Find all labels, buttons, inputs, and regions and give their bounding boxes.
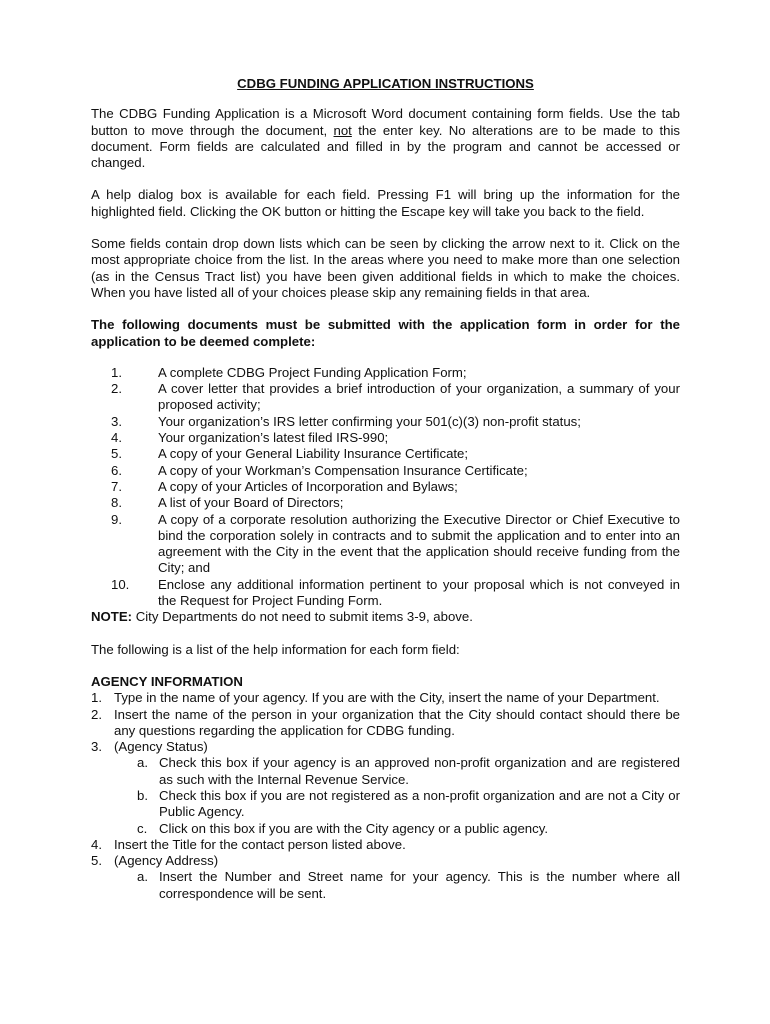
list-item <box>91 739 680 837</box>
required-documents-heading: The following documents must be submitted with the application form in order for the application to be deemed complete: <box>91 317 680 349</box>
sublist-text: Check this box if your agency is an approved non-profit organization and are registered as such with the Internal Revenue Service. <box>159 755 680 787</box>
list-item-number: 2. <box>111 381 122 397</box>
intro-paragraph-2: A help dialog box is available for each field. Pressing F1 will bring up the information for the highlighted field. Clicking the OK button or hitting the Escape key will take you back to the field. <box>91 187 680 219</box>
note-text: City Departments do not need to submit items 3-9, above. <box>135 609 473 625</box>
list-item-text: Insert the name of the person in your organization that the City should contact should there be any questions regarding the application for CDBG funding. <box>114 706 680 738</box>
intro-p1-text-a: The CDBG Funding Application is a Microsoft Word document containing form fields. Use the tab button to move through the document, <box>91 106 680 138</box>
list-item <box>91 690 680 706</box>
list-item <box>91 495 680 511</box>
list-item-number: 9. <box>111 511 122 527</box>
list-item-number: 5. <box>91 853 102 869</box>
list-item-text: A cover letter that provides a brief introduction of your organization, a summary of your proposed activity; <box>158 381 680 413</box>
list-item-text: A copy of your Articles of Incorporation and Bylaws; <box>158 478 458 494</box>
sublist-letter: a. <box>137 755 148 771</box>
list-item-number: 1. <box>91 690 102 706</box>
intro-paragraph-1 <box>91 106 680 171</box>
note-label: NOTE: <box>91 609 133 625</box>
list-item <box>91 446 680 462</box>
list-item <box>91 381 680 414</box>
sublist-text: Check this box if you are not registered as a non-profit organization and are not a City or Public Agency. <box>159 787 680 820</box>
list-item-text: A copy of your General Liability Insurance Certificate; <box>158 446 469 462</box>
agency-status-sublist <box>114 755 680 836</box>
list-item-number: 1. <box>111 364 122 380</box>
agency-fields-list <box>91 690 680 902</box>
intro-p1-emphasis: not <box>333 122 352 138</box>
list-item-text: Your organization’s latest filed IRS-990; <box>158 430 389 446</box>
list-item-number: 4. <box>91 836 102 852</box>
list-item <box>91 853 680 902</box>
intro-paragraph-3: Some fields contain drop down lists which can be seen by clicking the arrow next to it. Click on the most appropriate choice from the list. In the areas where you need to make more than one selection (as in the Census Tract list) you have been given additional fields in which to make the choices. When you have listed all of your choices please skip any remaining fields in that area. <box>91 236 680 300</box>
list-item-text: A copy of a corporate resolution authorizing the Executive Director or Chief Executive to bind the corporation solely in contracts and to submit the application and to enter into an agreement with the City in the event that the application should receive funding from the City; and <box>158 511 680 576</box>
list-item-number: 2. <box>91 706 102 722</box>
sublist-item <box>114 821 680 837</box>
document-page <box>91 76 680 902</box>
help-intro: The following is a list of the help information for each form field: <box>91 641 460 657</box>
sublist-item <box>114 869 680 902</box>
list-item <box>91 577 680 610</box>
list-item-number: 3. <box>91 739 102 755</box>
sublist-text: Click on this box if you are with the City agency or a public agency. <box>159 820 548 836</box>
list-item-number: 4. <box>111 430 122 446</box>
note-paragraph <box>91 609 680 625</box>
list-item-number: 7. <box>111 478 122 494</box>
sublist-item <box>114 755 680 788</box>
list-item <box>91 463 680 479</box>
list-item-text: Enclose any additional information pertinent to your proposal which is not conveyed in the Request for Project Funding Form. <box>158 576 680 609</box>
list-item-body <box>114 853 680 902</box>
list-item <box>91 479 680 495</box>
list-item-text: Type in the name of your agency. If you are with the City, insert the name of your Department. <box>114 690 660 706</box>
list-item-text: A complete CDBG Project Funding Application Form; <box>158 364 467 380</box>
sublist-text: Insert the Number and Street name for your agency. This is the number where all correspondence will be sent. <box>159 869 680 901</box>
list-item-number: 10. <box>111 576 130 592</box>
list-item-number: 5. <box>111 446 122 462</box>
sublist-letter: b. <box>137 787 148 803</box>
list-item <box>91 365 680 381</box>
list-item <box>91 414 680 430</box>
agency-information-heading: AGENCY INFORMATION <box>91 673 243 689</box>
list-item-text: A list of your Board of Directors; <box>158 495 344 511</box>
sublist-letter: a. <box>137 869 148 885</box>
list-item-number: 3. <box>111 413 122 429</box>
list-item-text: (Agency Address) <box>114 853 219 869</box>
required-documents-list <box>91 365 680 609</box>
intro-p1-text-b: the enter key. No alterations are to be made to this document. Form fields are calculated and filled in by the program and cannot be accessed or changed. <box>91 122 680 171</box>
list-item <box>91 512 680 577</box>
document-title: CDBG FUNDING APPLICATION INSTRUCTIONS <box>237 76 534 91</box>
list-item <box>91 430 680 446</box>
sublist-letter: c. <box>137 820 148 836</box>
list-item-body <box>114 739 680 837</box>
list-item-number: 8. <box>111 495 122 511</box>
list-item-text: (Agency Status) <box>114 739 208 755</box>
list-item-text: A copy of your Workman’s Compensation Insurance Certificate; <box>158 462 528 478</box>
list-item-text: Your organization’s IRS letter confirming your 501(c)(3) non-profit status; <box>158 413 581 429</box>
list-item <box>91 707 680 740</box>
agency-address-sublist <box>114 869 680 902</box>
sublist-item <box>114 788 680 821</box>
list-item-number: 6. <box>111 462 122 478</box>
list-item-text: Insert the Title for the contact person listed above. <box>114 836 406 852</box>
list-item <box>91 837 680 853</box>
